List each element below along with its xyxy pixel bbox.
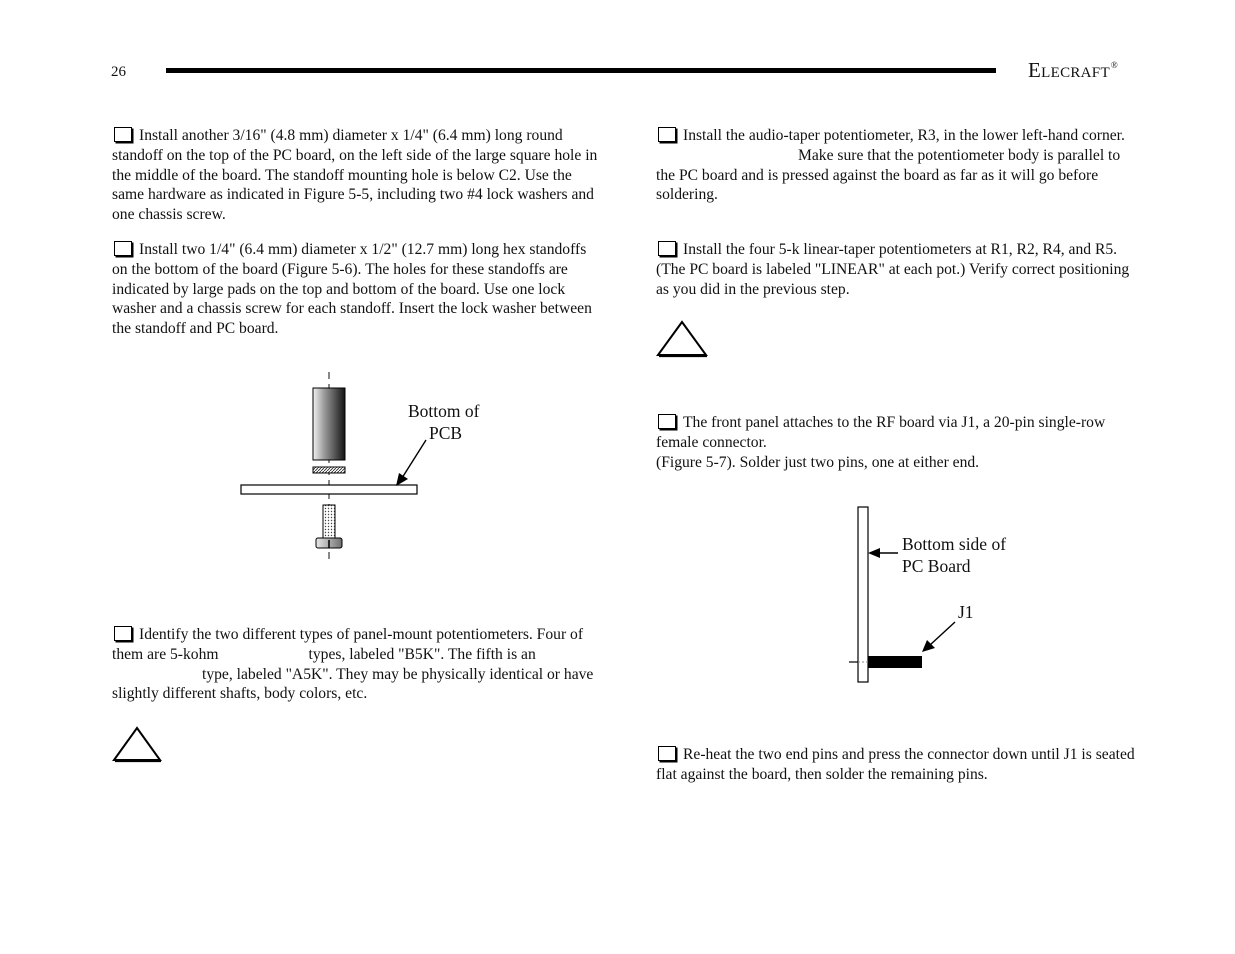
step-text: Install two 1/4" (6.4 mm) diameter x 1/2" (12.7 mm) long hex standoffs on the bottom of the board (Figure 5-6). The holes for these standoffs are indicated by large pads on the top and bottom of the board. Use one lock washer and a chassis screw for each standoff. Insert the lock washer between the standoff and PC board.: [112, 241, 592, 338]
arrow-head: [868, 548, 880, 558]
brand-rest: LECRAFT: [1041, 65, 1110, 81]
step-text-part2: types, labeled "B5K". The fifth is an: [308, 645, 536, 663]
step-text-part1: Identify the two different types of panel-mount potentiometers. Four of them are 5-kohm: [112, 626, 584, 663]
j1-pointer-arrow: [930, 622, 955, 645]
step-text-line2: (Figure 5-7). Solder just two pins, one at either end.: [656, 453, 980, 471]
step-text-part3: type, labeled "A5K". They may be physically identical or have slightly different shafts, body colors, etc.: [112, 665, 594, 703]
page-number: 26: [111, 64, 126, 80]
step-reheat-pins: [656, 745, 1140, 785]
step-text: Install the four 5-k linear-taper potentiometers at R1, R2, R4, and R5. (The PC board is labeled "LINEAR" at each pot.) Verify correct positioning as you did in the previous step.: [656, 241, 1130, 298]
connector-j1: [868, 656, 922, 668]
figure-label-bottom-of: Bottom of: [408, 401, 480, 421]
figure-label-pc-board: PC Board: [902, 556, 971, 576]
figure-label-j1: J1: [958, 602, 974, 622]
checkbox-icon[interactable]: [658, 746, 676, 761]
step-text-line1: The front panel attaches to the RF board via J1, a 20-pin single-row female connector.: [656, 414, 1106, 451]
step-text-line1: Install the audio-taper potentiometer, R3, in the lower left-hand corner.: [683, 127, 1125, 144]
figure-label-pcb: PCB: [429, 423, 463, 443]
step-text: Install another 3/16" (4.8 mm) diameter x 1/4" (6.4 mm) long round standoff on the top of the PC board, on the left side of the large square hole in the middle of the board. The standoff mounting hole is below C2. Use the same hardware as indicated in Figure 5-5, including two #4 lock washers and one chassis screw.: [112, 127, 598, 224]
pc-board-side: [858, 507, 868, 682]
registered-mark: ®: [1110, 60, 1119, 70]
step-text: Re-heat the two end pins and press the connector down until J1 is seated flat against the board, then solder the remaining pins.: [656, 746, 1135, 783]
step-text-line2: Make sure that the potentiometer body is parallel to the PC board and is pressed against the board as far as it will go before soldering.: [656, 146, 1121, 204]
brand-initial: E: [1028, 58, 1042, 82]
figure-label-bottom-side: Bottom side of: [902, 534, 1007, 554]
